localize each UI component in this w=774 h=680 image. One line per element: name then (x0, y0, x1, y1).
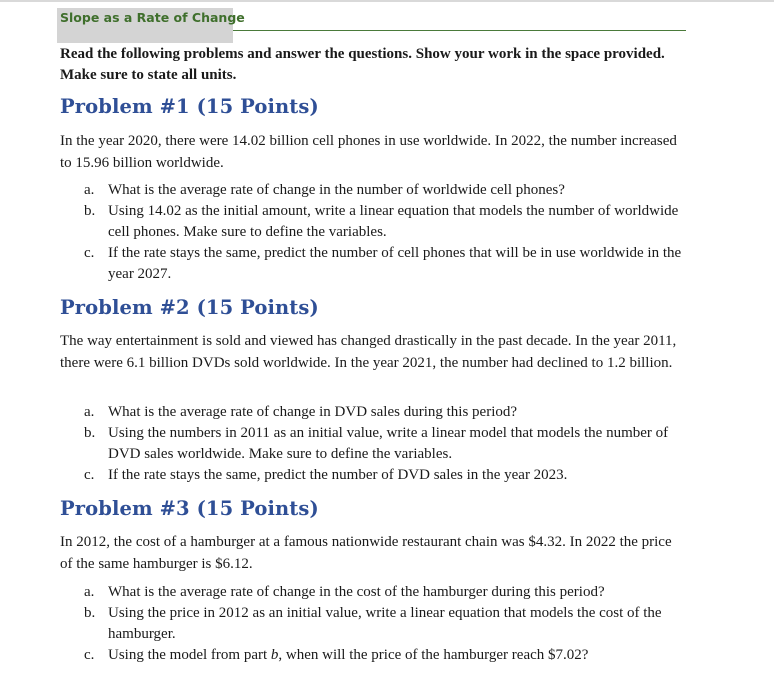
question-3c (84, 645, 684, 666)
question-text: Using the price in 2012 as an initial value, write a linear equation that models the cost of the hamburger. (108, 605, 662, 642)
question-marker: a. (84, 182, 95, 198)
question-text: If the rate stays the same, predict the number of DVD sales in the year 2023. (108, 467, 568, 483)
question-2a (84, 402, 684, 423)
question-text: What is the average rate of change in DVD sales during this period? (108, 404, 518, 420)
document-header (57, 8, 686, 31)
question-1b (84, 201, 684, 243)
question-marker: a. (84, 404, 95, 420)
question-marker: c. (84, 647, 95, 663)
question-1c (84, 243, 684, 285)
problem-1-text: In the year 2020, there were 14.02 billion cell phones in use worldwide. In 2022, the number increased to 15.96 billion worldwide. (60, 133, 677, 171)
problem-3-text: In 2012, the cost of a hamburger at a famous nationwide restaurant chain was $4.32. In 2022 the price of the same hamburger is $6.12. (60, 534, 672, 572)
page-top-border (0, 0, 774, 2)
problem-2-heading: Problem #2 (15 Points) (60, 296, 319, 319)
question-text: What is the average rate of change in the number of worldwide cell phones? (108, 182, 565, 198)
instructions: Read the following problems and answer the questions. Show your work in the space provided. Make sure to state all units. (60, 46, 665, 83)
question-text: If the rate stays the same, predict the number of cell phones that will be in use worldwide in the year 2027. (108, 245, 682, 282)
question-marker: a. (84, 584, 95, 600)
question-text: Using 14.02 as the initial amount, write a linear equation that models the number of worldwide cell phones. Make sure to define the variables. (108, 203, 679, 240)
problem-3-heading: Problem #3 (15 Points) (60, 497, 319, 520)
question-marker: c. (84, 245, 95, 261)
question-marker: b. (84, 203, 96, 219)
question-text-italic: b (270, 647, 279, 663)
problem-3-questions (84, 582, 684, 666)
question-text-start: Using the model from part (108, 647, 271, 663)
problem-1-heading: Problem #1 (15 Points) (60, 95, 319, 118)
question-3b (84, 603, 684, 645)
question-1a (84, 180, 684, 201)
header-title: Slope as a Rate of Change (60, 10, 245, 25)
question-marker: b. (84, 425, 96, 441)
question-text-end: , when will the price of the hamburger reach $7.02? (278, 647, 589, 663)
question-text: Using the numbers in 2011 as an initial value, write a linear model that models the number of DVD sales worldwide. Make sure to define the variables. (108, 425, 669, 462)
question-2c (84, 465, 684, 486)
question-3a (84, 582, 684, 603)
question-2b (84, 423, 684, 465)
question-text: What is the average rate of change in the cost of the hamburger during this period? (108, 584, 605, 600)
question-marker: b. (84, 605, 96, 621)
problem-2-questions (84, 402, 684, 486)
question-marker: c. (84, 467, 95, 483)
problem-1-questions (84, 180, 684, 285)
problem-2-text: The way entertainment is sold and viewed has changed drastically in the past decade. In the year 2011, there were 6.1 billion DVDs sold worldwide. In the year 2021, the number had declined to 1.2 billion. (60, 333, 677, 371)
